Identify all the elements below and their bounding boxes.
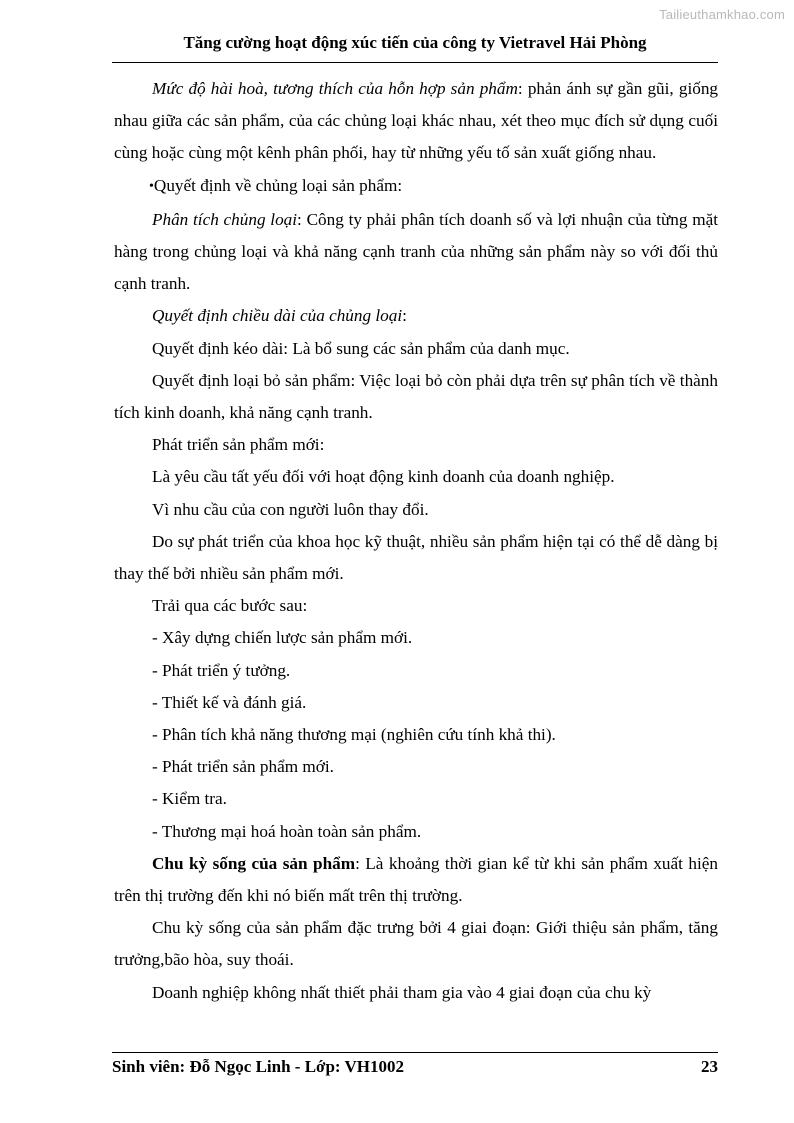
italic-term: Mức độ hài hoà, tương thích của hỗn hợp sản phẩm <box>152 79 518 98</box>
header-divider <box>112 62 718 63</box>
page-number: 23 <box>701 1057 718 1076</box>
page-body <box>114 73 718 1009</box>
paragraph-text: : phản ánh sự gần gũi, giống nhau giữa các sản phẩm, của các chủng loại khác nhau, xét theo mục đích sử dụng cuối cùng hoặc cùng một kênh phân phối, hay từ những yếu tố sản xuất giống nhau. <box>114 79 719 163</box>
paragraph <box>114 300 718 332</box>
italic-term: Quyết định chiều dài của chủng loại <box>152 306 403 326</box>
page-header-title: Tăng cường hoạt động xúc tiến của công ty Vietravel Hải Phòng <box>183 33 647 52</box>
paragraph <box>114 204 718 301</box>
footer-divider <box>112 1052 718 1053</box>
paragraph: Là yêu cầu tất yếu đối với hoạt động kinh doanh của doanh nghiệp. <box>152 467 615 487</box>
list-item: - Phát triển sản phẩm mới. <box>152 757 334 777</box>
paragraph-text: : Công ty phải phân tích doanh số và lợi nhuận của từng mặt hàng trong chủng loại và khả năng cạnh tranh của những sản phẩm này so với đối thủ cạnh tranh. <box>114 209 719 294</box>
paragraph: Chu kỳ sống của sản phẩm đặc trưng bởi 4 giai đoạn: Giới thiệu sản phẩm, tăng trưởng,bão hòa, suy thoái. <box>114 918 718 970</box>
paragraph-text: : Là khoảng thời gian kể từ khi sản phẩm xuất hiện trên thị trường đến khi nó biến mất trên thị trường. <box>114 853 718 906</box>
paragraph: Doanh nghiệp không nhất thiết phải tham gia vào 4 giai đoạn của chu kỳ <box>152 982 652 1002</box>
list-item: - Thương mại hoá hoàn toàn sản phẩm. <box>152 821 422 841</box>
paragraph: Trải qua các bước sau: <box>152 596 308 616</box>
paragraph: Do sự phát triển của khoa học kỹ thuật, nhiều sản phẩm hiện tại có thể dễ dàng bị thay thế bởi nhiều sản phẩm mới. <box>114 531 718 584</box>
paragraph: Vì nhu cầu của con người luôn thay đổi. <box>152 499 429 519</box>
paragraph: Quyết định loại bỏ sản phẩm: Việc loại bỏ còn phải dựa trên sự phân tích về thành tích kinh doanh, khả năng cạnh tranh. <box>114 370 718 423</box>
italic-term: Phân tích chủng loại <box>152 209 298 229</box>
list-item: - Phát triển ý tưởng. <box>152 660 291 680</box>
list-item: - Xây dựng chiến lược sản phẩm mới. <box>152 628 413 648</box>
watermark: Tailieuthamkhao.com <box>659 7 785 22</box>
paragraph: Phát triển sản phẩm mới: <box>152 435 325 455</box>
list-item: - Thiết kế và đánh giá. <box>152 692 307 712</box>
bullet-heading <box>114 170 718 204</box>
bullet-icon: • <box>149 178 154 194</box>
paragraph-text: : <box>402 306 407 326</box>
bold-term: Chu kỳ sống của sản phẩm <box>152 853 356 873</box>
list-item: - Phân tích khả năng thương mại (nghiên cứu tính khả thi). <box>152 725 556 745</box>
paragraph <box>114 848 718 912</box>
bullet-text: Quyết định về chủng loại sản phẩm: <box>153 175 403 195</box>
paragraph <box>114 73 718 170</box>
paragraph: Quyết định kéo dài: Là bổ sung các sản phẩm của danh mục. <box>152 338 570 358</box>
list-item: - Kiểm tra. <box>152 789 227 809</box>
footer-student-info: Sinh viên: Đỗ Ngọc Linh - Lớp: VH1002 <box>112 1057 405 1076</box>
